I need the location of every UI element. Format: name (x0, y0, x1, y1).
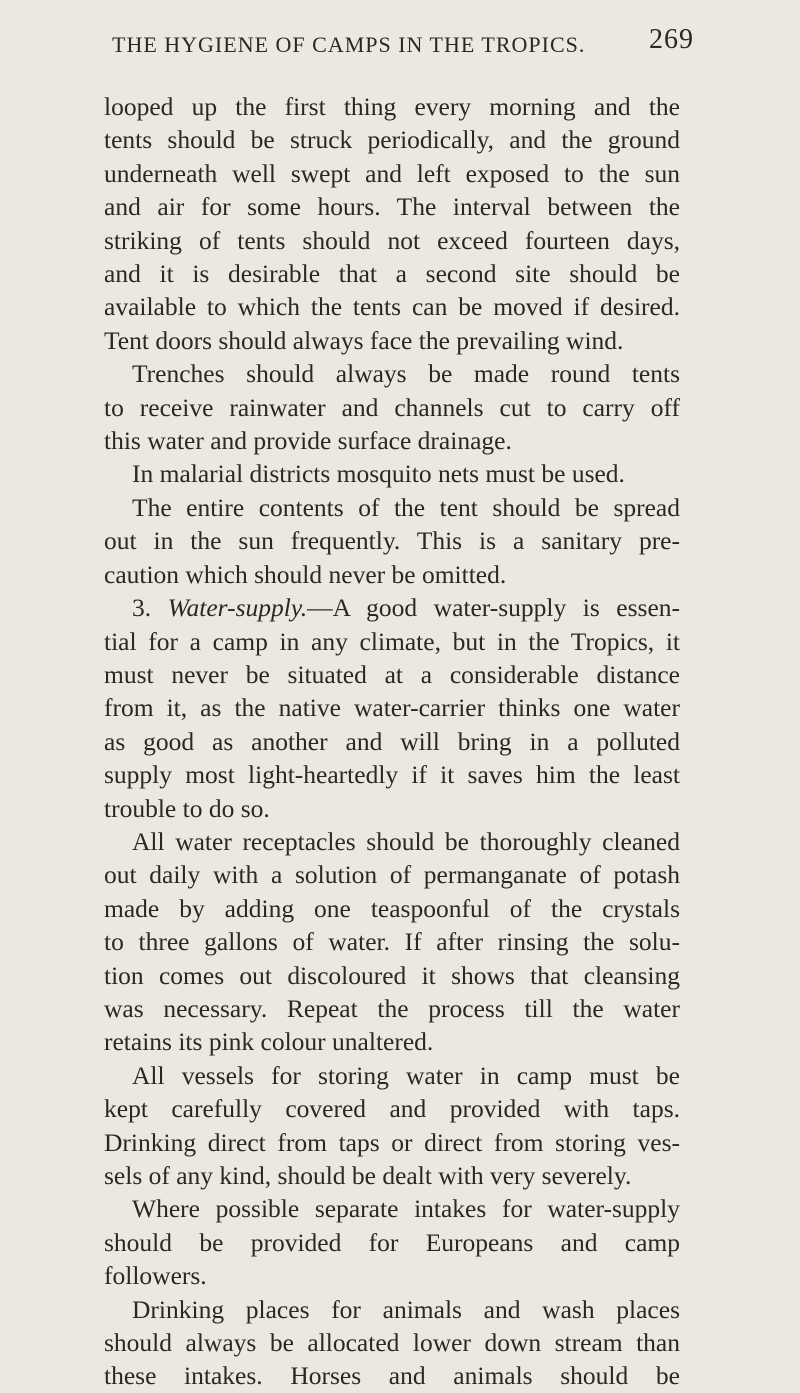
running-head (104, 24, 694, 70)
text-line: sels of any kind, should be dealt with very severely. (104, 1161, 632, 1190)
text-segment: —A good water-supply is essen- (307, 593, 680, 623)
section-heading: Water-supply. (167, 593, 308, 623)
text-segment: 3. (132, 593, 168, 623)
text-line: kept carefully covered and provided with taps. (104, 1094, 680, 1124)
text-line: and it is desirable that a second site should be (104, 259, 680, 289)
text-line: as good as another and will bring in a polluted (104, 726, 680, 756)
text-line: Drinking places for animals and wash places (132, 1294, 680, 1324)
text-line: this water and provide surface drainage. (104, 426, 512, 456)
text-line: trouble to do so. (104, 793, 270, 823)
text-line: The entire contents of the tent should be spread (132, 492, 680, 522)
text-line: tial for a camp in any climate, but in the Tropics, it (104, 626, 680, 656)
text-line: made by adding one teaspoonful of the crystals (104, 893, 680, 923)
text-line: All vessels for storing water in camp must be (132, 1060, 680, 1090)
text-line: caution which should never be omitted. (104, 559, 507, 589)
text-line: Tent doors should always face the prevailing wind. (104, 325, 624, 355)
running-title: THE HYGIENE OF CAMPS IN THE TROPICS. (112, 32, 586, 57)
text-line: should be provided for Europeans and camp (104, 1227, 680, 1257)
text-line: Trenches should always be made round tents (132, 359, 680, 389)
text-line: striking of tents should not exceed fourteen days, (104, 225, 680, 255)
text-line: underneath well swept and left exposed to the sun (104, 158, 680, 188)
text-line: and air for some hours. The interval between the (104, 192, 680, 222)
text-line: to three gallons of water. If after rinsing the solu- (104, 927, 680, 957)
text-line: from it, as the native water-carrier thinks one water (104, 693, 680, 723)
text-line: Where possible separate intakes for water-supply (132, 1194, 680, 1224)
text-line: must never be situated at a considerable distance (104, 659, 680, 689)
body-text (104, 90, 680, 1393)
text-line (104, 591, 680, 624)
text-line: followers. (104, 1261, 207, 1291)
text-line: available to which the tents can be moved if desired. (104, 292, 680, 322)
text-line: tion comes out discoloured it shows that cleansing (104, 960, 680, 990)
text-line: these intakes. Horses and animals should be (104, 1361, 680, 1391)
text-line: supply most light-heartedly if it saves him the least (104, 760, 680, 790)
text-line: out in the sun frequently. This is a sanitary pre- (104, 526, 680, 556)
text-line: should always be allocated lower down stream than (104, 1328, 680, 1358)
text-line: All water receptacles should be thoroughly cleaned (132, 826, 680, 856)
page-number: 269 (649, 24, 694, 55)
text-line: was necessary. Repeat the process till the water (104, 993, 680, 1023)
text-line: In malarial districts mosquito nets must be used. (132, 459, 625, 489)
text-line: looped up the first thing every morning and the (104, 92, 680, 121)
text-line: to receive rainwater and channels cut to carry off (104, 392, 680, 422)
text-line: retains its pink colour unaltered. (104, 1027, 434, 1057)
text-line: Drinking direct from taps or direct from storing ves- (104, 1127, 680, 1157)
text-line: out daily with a solution of permanganate of potash (104, 860, 680, 890)
text-line: tents should be struck periodically, and the ground (104, 125, 680, 155)
